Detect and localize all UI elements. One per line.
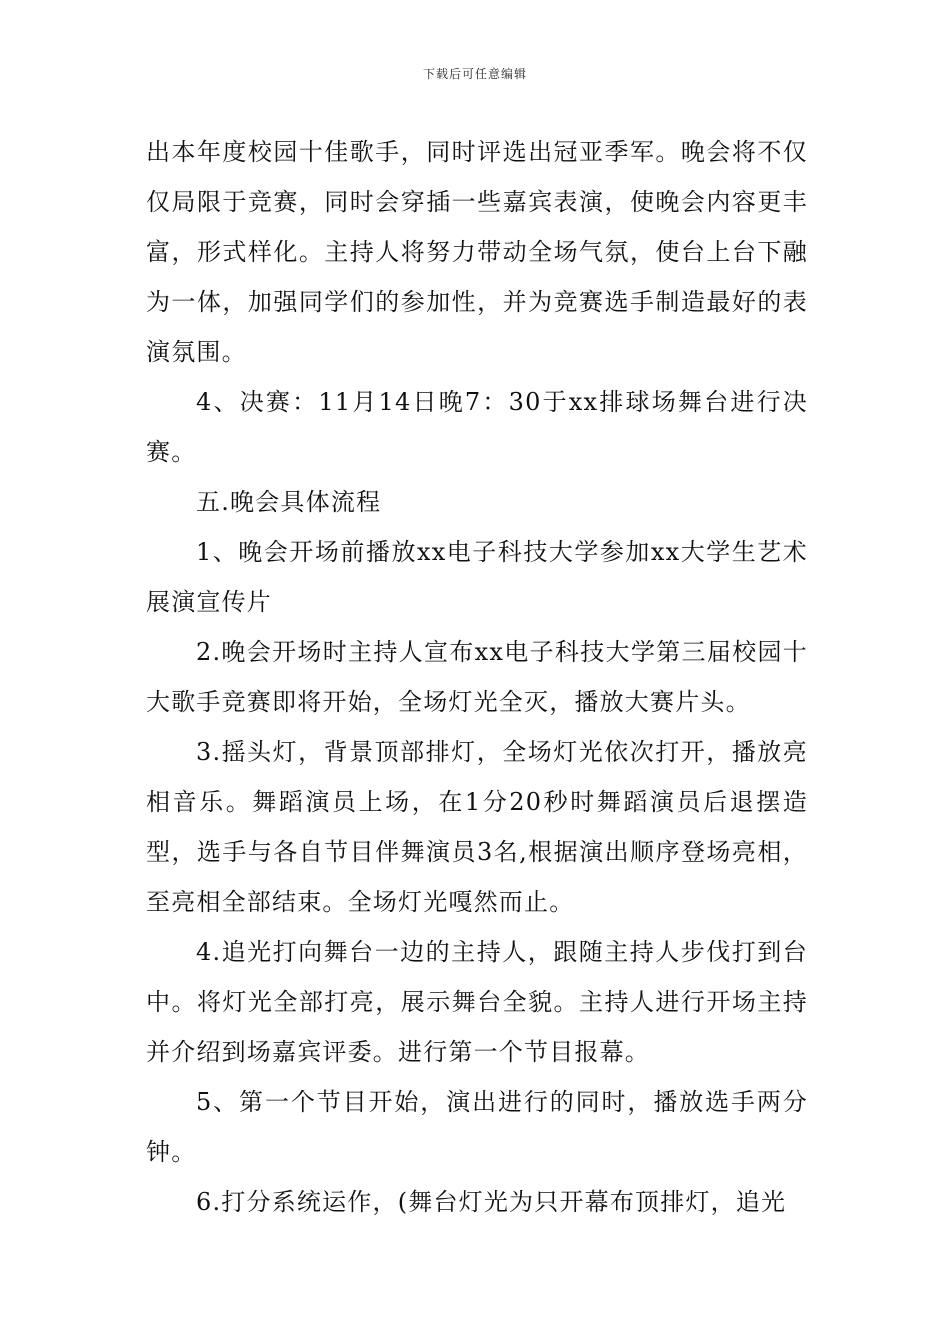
page-header-note: 下载后可任意编辑 [422,67,527,81]
paragraph-step-4: 4.追光打向舞台一边的主持人，跟随主持人步伐打到台中。将灯光全部打亮，展示舞台全貌。主持人进行开场主持并介绍到场嘉宾评委。进行第一个节目报幕。 [146,938,808,1066]
paragraph-continuation: 出本年度校园十佳歌手，同时评选出冠亚季军。晚会将不仅仅局限于竞赛，同时会穿插一些嘉宾表演，使晚会内容更丰富，形式样化。主持人将努力带动全场气氛，使台上台下融为一体，加强同学们的参加性，并为竞赛选手制造最好的表演氛围。 [146,138,808,366]
paragraph-final-round: 4、决赛：11月14日晚7：30于xx排球场舞台进行决赛。 [146,388,808,466]
paragraph-step-3: 3.摇头灯，背景顶部排灯，全场灯光依次打开，播放亮相音乐。舞蹈演员上场，在1分20秒时舞蹈演员后退摆造型，选手与各自节目伴舞演员3名,根据演出顺序登场亮相，至亮相全部结束。全场灯光嘎然而止。 [146,738,808,916]
paragraph-step-5: 5、第一个节目开始，演出进行的同时，播放选手两分钟。 [146,1088,808,1166]
section-heading-gala-process: 五.晚会具体流程 [196,488,382,516]
paragraph-step-6: 6.打分系统运作，(舞台灯光为只开幕布顶排灯，追光 [196,1188,787,1216]
document-body [146,127,808,1227]
paragraph-step-2: 2.晚会开场时主持人宣布xx电子科技大学第三届校园十大歌手竞赛即将开始，全场灯光全灭，播放大赛片头。 [146,638,808,716]
paragraph-step-1: 1、晚会开场前播放xx电子科技大学参加xx大学生艺术展演宣传片 [146,538,808,616]
